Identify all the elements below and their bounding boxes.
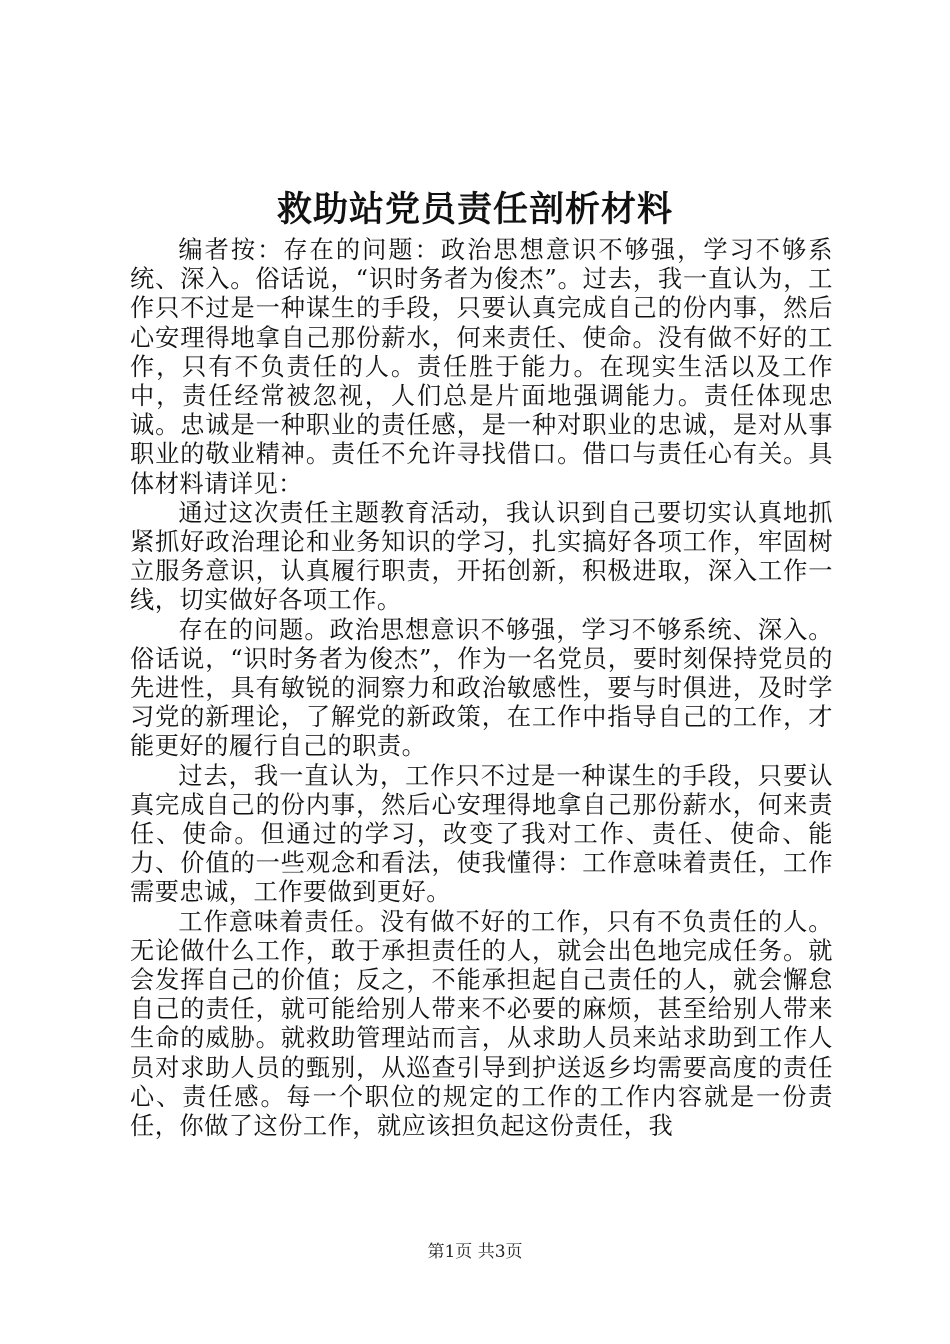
- document-body: [130, 236, 833, 1141]
- paragraph-existing-problems: 存在的问题。政治思想意识不够强，学习不够系统、深入。俗话说，“识时务者为俊杰”，作为一名党员，要时刻保持党员的先进性，具有敏锐的洞察力和政治敏感性，要与时俱进，及时学习党的新理论，了解党的新政策，在工作中指导自己的工作，才能更好的履行自己的职责。: [130, 615, 833, 761]
- page-number-footer: 第1页 共3页: [427, 1242, 523, 1262]
- paragraph-education-activity: 通过这次责任主题教育活动，我认识到自己要切实认真地抓紧抓好政治理论和业务知识的学习，扎实搞好各项工作，牢固树立服务意识，认真履行职责，开拓创新，积极进取，深入工作一线，切实做好各项工作。: [130, 498, 833, 615]
- document-title: 救助站党员责任剖析材料: [276, 189, 673, 230]
- paragraph-work-means-responsibility: 工作意味着责任。没有做不好的工作，只有不负责任的人。无论做什么工作，敢于承担责任的人，就会出色地完成任务。就会发挥自己的价值；反之，不能承担起自己责任的人，就会懈怠自己的责任，就可能给别人带来不必要的麻烦，甚至给别人带来生命的威胁。就救助管理站而言，从求助人员来站求助到工作人员对求助人员的甄别，从巡查引导到护送返乡均需要高度的责任心、责任感。每一个职位的规定的工作的工作内容就是一份责任，你做了这份工作，就应该担负起这份责任，我: [130, 907, 833, 1141]
- paragraph-editor-note: 编者按：存在的问题：政治思想意识不够强，学习不够系统、深入。俗话说，“识时务者为俊杰”。过去，我一直认为，工作只不过是一种谋生的手段，只要认真完成自己的份内事，然后心安理得地拿自己那份薪水，何来责任、使命。没有做不好的工作，只有不负责任的人。责任胜于能力。在现实生活以及工作中，责任经常被忽视，人们总是片面地强调能力。责任体现忠诚。忠诚是一种职业的责任感，是一种对职业的忠诚，是对从事职业的敬业精神。责任不允许寻找借口。借口与责任心有关。具体材料请详见：: [130, 236, 833, 498]
- paragraph-past-view: 过去，我一直认为，工作只不过是一种谋生的手段，只要认真完成自己的份内事，然后心安理得地拿自己那份薪水，何来责任、使命。但通过的学习，改变了我对工作、责任、使命、能力、价值的一些观念和看法，使我懂得：工作意味着责任，工作需要忠诚，工作要做到更好。: [130, 761, 833, 907]
